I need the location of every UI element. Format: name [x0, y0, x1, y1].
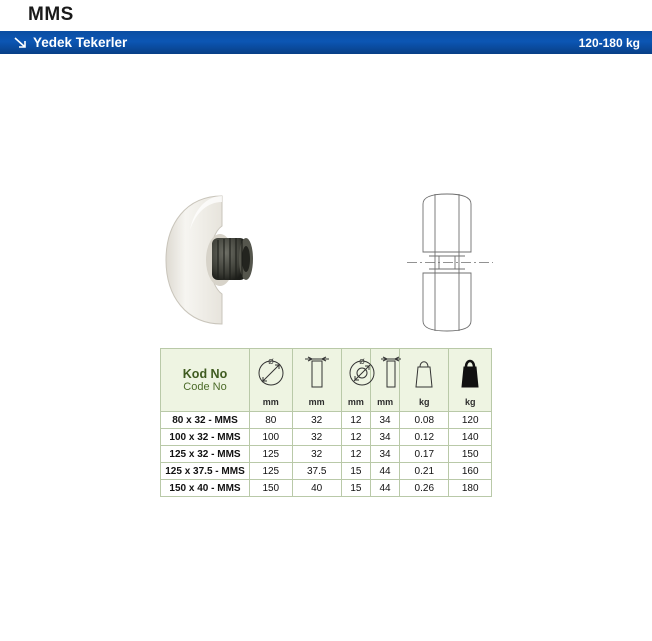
column-header-bore-diameter: [341, 349, 370, 412]
bore-diameter-icon: [342, 355, 370, 391]
cell-bore-diameter: 15: [341, 480, 370, 497]
cell-wheel-width: 37.5: [292, 463, 341, 480]
cell-load-capacity: 140: [449, 429, 492, 446]
cell-hub-length: 44: [370, 463, 399, 480]
cell-weight: 0.21: [400, 463, 449, 480]
unit-weight: kg: [419, 397, 430, 407]
cell-hub-length: 34: [370, 446, 399, 463]
page-title: MMS: [28, 4, 74, 25]
cell-load-capacity: 120: [449, 412, 492, 429]
cell-wheel-diameter: 100: [250, 429, 293, 446]
cell-weight: 0.12: [400, 429, 449, 446]
cell-wheel-width: 32: [292, 412, 341, 429]
unit-hub-length: mm: [377, 397, 394, 407]
unit-load-capacity: kg: [464, 397, 476, 407]
cell-code: 150 x 40 - MMS: [161, 480, 250, 497]
cell-hub-length: 44: [370, 480, 399, 497]
cell-code: 100 x 32 - MMS: [161, 429, 250, 446]
column-header-weight: [400, 349, 449, 412]
unit-wheel-width: mm: [308, 397, 325, 407]
cell-hub-length: 34: [370, 412, 399, 429]
cell-weight: 0.26: [400, 480, 449, 497]
cell-wheel-diameter: 125: [250, 463, 293, 480]
column-header-kod-no: [161, 349, 250, 412]
section-title-label: Yedek Tekerler: [33, 35, 128, 50]
cell-bore-diameter: 12: [341, 412, 370, 429]
hub-length-icon: [371, 355, 399, 391]
cell-load-capacity: 180: [449, 480, 492, 497]
cell-bore-diameter: 12: [341, 429, 370, 446]
column-header-load-capacity: [449, 349, 492, 412]
cell-code: 125 x 32 - MMS: [161, 446, 250, 463]
cell-wheel-width: 32: [292, 446, 341, 463]
diameter-icon: [250, 355, 292, 391]
table-header-row: [161, 349, 492, 412]
cell-wheel-diameter: 150: [250, 480, 293, 497]
cell-wheel-width: 40: [292, 480, 341, 497]
weight-icon: [400, 355, 448, 391]
kod-no-label-tr: Kod No: [182, 366, 228, 381]
column-header-wheel-diameter: [250, 349, 293, 412]
load-range-label: 120-180 kg: [578, 36, 640, 50]
cell-wheel-diameter: 125: [250, 446, 293, 463]
svg-text:Ø: Ø: [268, 359, 274, 366]
table-row: [161, 412, 492, 429]
table-row: [161, 446, 492, 463]
cell-weight: 0.08: [400, 412, 449, 429]
width-icon: [293, 355, 341, 391]
cell-load-capacity: 150: [449, 446, 492, 463]
load-icon: [449, 355, 491, 391]
cell-code: 80 x 32 - MMS: [161, 412, 250, 429]
cell-load-capacity: 160: [449, 463, 492, 480]
section-title-bar: [0, 31, 652, 54]
table-row: [161, 480, 492, 497]
arrow-down-right-icon: [14, 36, 28, 50]
cell-weight: 0.17: [400, 446, 449, 463]
unit-bore-diameter: mm: [347, 397, 364, 407]
kod-no-label-en: Code No: [183, 380, 227, 393]
cell-wheel-diameter: 80: [250, 412, 293, 429]
cell-code: 125 x 37.5 - MMS: [161, 463, 250, 480]
column-header-wheel-width: [292, 349, 341, 412]
technical-drawing: [405, 190, 530, 335]
cell-bore-diameter: 15: [341, 463, 370, 480]
product-photo: [160, 190, 270, 330]
specification-table: [160, 348, 492, 497]
cell-hub-length: 34: [370, 429, 399, 446]
svg-text:Ø: Ø: [359, 359, 365, 366]
cell-wheel-width: 32: [292, 429, 341, 446]
cell-bore-diameter: 12: [341, 446, 370, 463]
table-row: [161, 429, 492, 446]
unit-wheel-diameter: mm: [262, 397, 279, 407]
column-header-hub-length: [370, 349, 399, 412]
table-row: [161, 463, 492, 480]
